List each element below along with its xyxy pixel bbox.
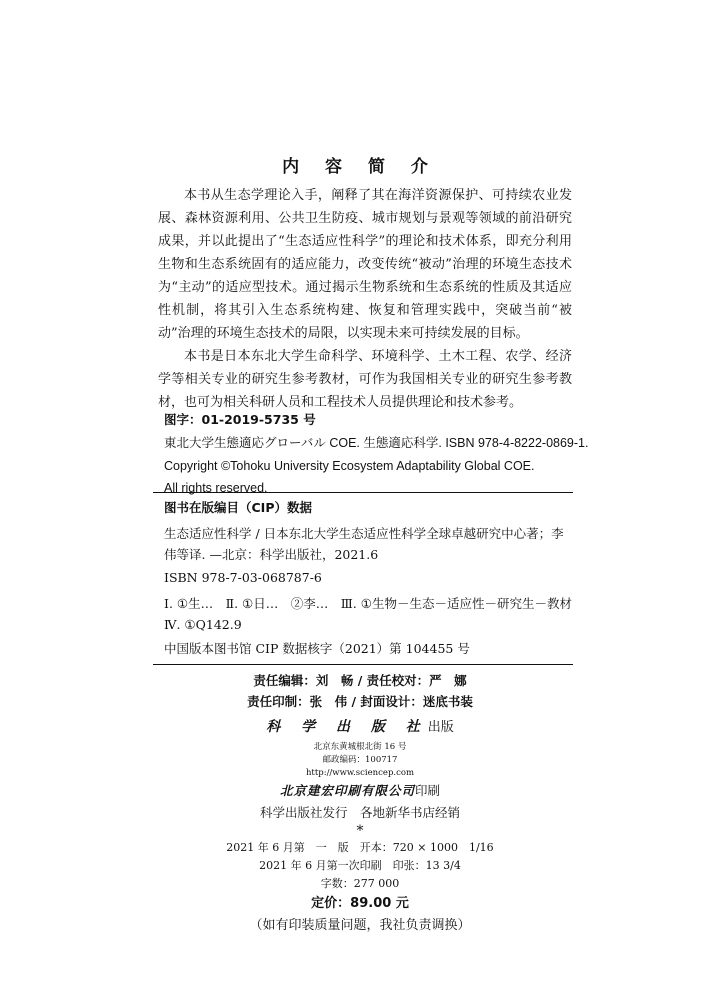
divider [153, 492, 573, 493]
copyright-line: Copyright ©Tohoku University Ecosystem Adaptability Global COE. [164, 458, 535, 473]
publisher-address: 北京东黄城根北街 16 号 [313, 742, 407, 752]
price: 定价：89.00 元 [311, 896, 409, 911]
original-edition-info [164, 432, 589, 500]
publisher-suffix: 出版 [427, 720, 454, 735]
printing-spec: 2021 年 6 月第一次印刷 印张：13 3/4 [259, 859, 461, 872]
edition-spec: 2021 年 6 月第 一 版 开本：720 × 1000 1/16 [226, 841, 494, 854]
printer-suffix: 印刷 [415, 783, 441, 798]
copyright-contract-number: 图字：01-2019-5735 号 [164, 412, 316, 427]
cip-isbn: ISBN 978-7-03-068787-6 [164, 570, 322, 585]
quality-note: （如有印装质量问题，我社负责调换） [249, 918, 471, 933]
editor-credits [0, 670, 720, 712]
rights-line: All rights reserved. [164, 481, 268, 495]
publisher-logo: 科 学 出 版 社 [266, 719, 428, 735]
printer-logo: 北京建宏印刷有限公司 [279, 783, 415, 798]
publisher-url: http://www.sciencep.com [305, 768, 415, 778]
original-citation: 東北大学生態適応グローバル COE. 生態適応科学. ISBN 978-4-8222-0869-1. [164, 436, 589, 450]
cip-classification: Ⅰ. ①生… Ⅱ. ①日… ②李… Ⅲ. ①生物－生态－适应性－研究生－教材 Ⅳ. ①Q142.9 [164, 596, 585, 632]
cip-approval: 中国版本图书馆 CIP 数据核字（2021）第 104455 号 [164, 641, 470, 656]
distribution-line: 科学出版社发行 各地新华书店经销 [259, 805, 460, 820]
word-count: 字数：277 000 [320, 877, 400, 890]
cip-entry: 生态适应性科学 / 日本东北大学生态适应性科学全球卓越研究中心著；李伟等译. —北京：科学出版社，2021.6 [164, 526, 564, 562]
imprint-section [0, 670, 720, 937]
divider [153, 664, 573, 665]
editor-line: 责任编辑：刘 畅 / 责任校对：严 娜 [253, 673, 467, 688]
page-title: 内 容 简 介 [282, 157, 438, 177]
intro-paragraph: 本书是日本东北大学生命科学、环境科学、土木工程、农学、经济学等相关专业的研究生参考教材，可作为我国相关专业的研究生参考教材，也可为相关科研人员和工程技术人员提供理论和技术参考。 [158, 349, 572, 410]
intro-section [158, 184, 572, 414]
cip-heading: 图书在版编目（CIP）数据 [164, 500, 312, 515]
editor-line: 责任印制：张 伟 / 封面设计：迷底书装 [247, 694, 473, 709]
publisher-line [0, 714, 720, 741]
publisher-postcode: 邮政编码：100717 [322, 755, 398, 765]
separator-star: * [356, 823, 364, 839]
intro-paragraph: 本书从生态学理论入手，阐释了其在海洋资源保护、可持续农业发展、森林资源利用、公共卫生防疫、城市规划与景观等领域的前沿研究成果，并以此提出了“生态适应性科学”的理论和技术体系，即充分利用生物和生态系统固有的适应能力，改变传统“被动”治理的环境生态技术为“主动”的适应型技术。通过揭示生物系统和生态系统的性质及其适应性机制，将其引入生态系统构建、恢复和管理实践中，突破当前“被动”治理的环境生态技术的局限，以实现未来可持续发展的目标。 [158, 188, 572, 341]
printer-line [0, 780, 720, 802]
